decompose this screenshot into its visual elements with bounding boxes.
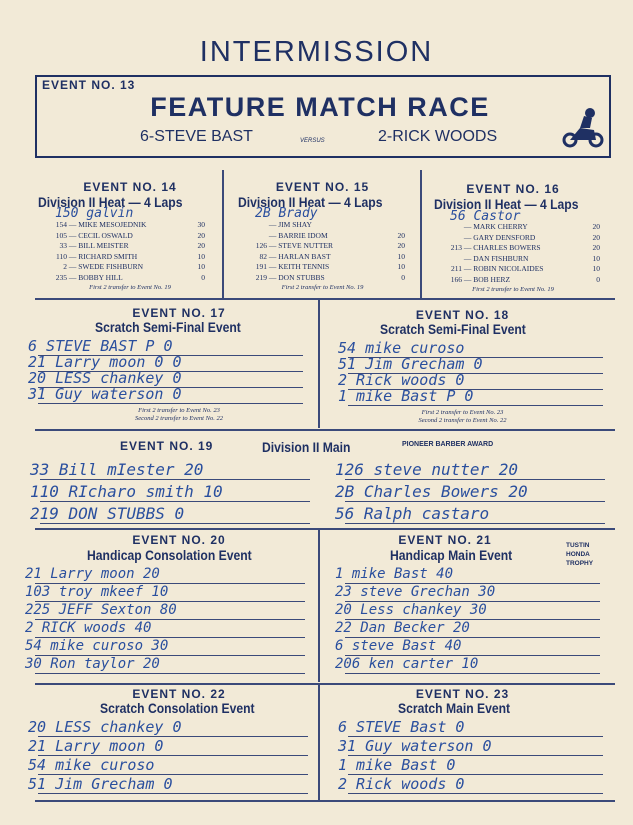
handwritten-entry: 31 Guy waterson 0 xyxy=(338,737,492,755)
handwritten-entry: 20 LESS chankey 0 xyxy=(28,369,182,387)
handwritten-entry: 54 mike curoso xyxy=(338,339,465,357)
heat-entry: — DAN FISHBURN 10 xyxy=(462,253,600,263)
event-14-label: EVENT NO. 14 xyxy=(83,180,177,194)
handwritten-entry: 126 steve nutter 20 xyxy=(335,460,519,479)
handwritten-entry: 51 Jim Grecham 0 xyxy=(338,355,483,373)
handwritten-entry: 2B Charles Bowers 20 xyxy=(335,482,528,501)
handwritten-entry: 56 Ralph castaro xyxy=(335,504,490,523)
handwritten-entry: 20 LESS chankey 0 xyxy=(28,718,182,736)
heat-entry: 219 — DON STUBBS 0 xyxy=(255,272,405,282)
heat-entry: 82 — HARLAN BAST 10 xyxy=(259,251,405,261)
feature-rider-left: 6-STEVE BAST xyxy=(140,128,253,145)
event-21-trophy: TUSTIN HONDA TROPHY xyxy=(566,542,594,567)
event-15-handwritten: 2B Brady xyxy=(255,206,318,221)
feature-event-label: EVENT NO. 13 xyxy=(42,78,136,92)
handwritten-entry: 110 RIcharo smith 10 xyxy=(30,482,223,501)
heat-entry: 33 — BILL MEISTER 20 xyxy=(59,241,205,250)
handwritten-entry: 33 Bill mIester 20 xyxy=(30,460,204,479)
event-18-note-1: First 2 transfer to Event No. 23 xyxy=(421,409,504,416)
handwritten-entry: 1 mike Bast 0 xyxy=(338,756,456,774)
page-title: INTERMISSION xyxy=(199,36,434,68)
heat-entry: 110 — RICHARD SMITH 10 xyxy=(56,251,205,261)
handwritten-entry: 21 Larry moon 0 0 xyxy=(28,353,182,371)
feature-title: FEATURE MATCH RACE xyxy=(150,92,490,122)
handwritten-entry: 219 DON STUBBS 0 xyxy=(30,504,185,523)
event-14-handwritten: 150 galvin xyxy=(55,206,134,221)
event-16-title: Division II Heat — 4 Laps xyxy=(434,197,579,212)
event-15-note: First 2 transfer to Event No. 19 xyxy=(281,284,364,291)
event-15-title: Division II Heat — 4 Laps xyxy=(238,195,383,210)
event-17-note-1: First 2 transfer to Event No. 23 xyxy=(138,407,220,414)
handwritten-entry: 54 mike curoso 30 xyxy=(25,638,169,654)
handwritten-entry: 22 Dan Becker 20 xyxy=(335,620,470,636)
handwritten-entry: 6 STEVE Bast 0 xyxy=(338,718,465,736)
handwritten-entry: 1 mike Bast 40 xyxy=(335,566,454,582)
handwritten-entry: 23 steve Grechan 30 xyxy=(335,584,496,600)
heat-entry: 235 — BOBBY HILL 0 xyxy=(55,272,205,282)
handwritten-entry: 51 Jim Grecham 0 xyxy=(28,775,173,793)
handwritten-entry: 225 JEFF Sexton 80 xyxy=(25,602,177,618)
heat-entry: 166 — BOB HERZ 0 xyxy=(450,274,600,284)
event-17-note-2: Second 2 transfer to Event No. 22 xyxy=(135,415,223,422)
heat-entry: 105 — CECIL OSWALD 20 xyxy=(55,230,205,240)
heat-entry: 154 — MIKE MESOJEDNIK 30 xyxy=(55,220,205,229)
event-14-title: Division II Heat — 4 Laps xyxy=(38,195,183,210)
handwritten-entry: 2 Rick woods 0 xyxy=(338,775,465,793)
event-17-label: EVENT NO. 17 xyxy=(132,306,226,320)
event-18-title: Scratch Semi-Final Event xyxy=(380,322,526,337)
event-15-label: EVENT NO. 15 xyxy=(275,180,370,194)
handwritten-entry: 6 STEVE BAST P 0 xyxy=(28,337,173,355)
event-14-note: First 2 transfer to Event No. 19 xyxy=(89,284,171,291)
event-21-title: Handicap Main Event xyxy=(390,548,513,563)
heat-entry: — BARRIE IDOM 20 xyxy=(267,230,405,240)
feature-versus: VERSUS xyxy=(300,138,325,144)
heat-entry: 211 — ROBIN NICOLAIDES 10 xyxy=(451,264,600,273)
feature-rider-right: 2-RICK WOODS xyxy=(378,128,498,145)
event-22-label: EVENT NO. 22 xyxy=(132,687,226,701)
heat-entry: 2 — SWEDE FISHBURN 10 xyxy=(63,262,205,271)
event-19-award: PIONEER BARBER AWARD xyxy=(402,441,494,448)
heat-entry: — MARK CHERRY 20 xyxy=(462,222,600,231)
event-23-title: Scratch Main Event xyxy=(398,701,511,716)
motorcycle-rider-icon xyxy=(560,106,605,148)
event-21-label: EVENT NO. 21 xyxy=(398,533,492,547)
event-16-handwritten: 56 Castor xyxy=(450,209,521,224)
heat-entry: — JIM SHAY xyxy=(267,220,312,229)
heat-entry: 191 — KEITH TENNIS 10 xyxy=(255,262,405,271)
handwritten-entry: 2 Rick woods 0 xyxy=(338,371,465,389)
handwritten-entry: 6 steve Bast 40 xyxy=(335,638,462,654)
handwritten-entry: 31 Guy waterson 0 xyxy=(28,385,182,403)
event-17-title: Scratch Semi-Final Event xyxy=(95,320,241,335)
handwritten-entry: 1 mike Bast P 0 xyxy=(338,387,474,405)
event-20-title: Handicap Consolation Event xyxy=(87,548,252,563)
event-19-label: EVENT NO. 19 xyxy=(120,439,214,453)
handwritten-entry: 30 Ron taylor 20 xyxy=(25,656,160,672)
heat-entry: — GARY DENSFORD 20 xyxy=(462,232,600,242)
handwritten-entry: 20 Less chankey 30 xyxy=(335,602,487,618)
heat-entry: 126 — STEVE NUTTER 20 xyxy=(255,241,405,250)
event-22-title: Scratch Consolation Event xyxy=(100,701,255,716)
event-18-label: EVENT NO. 18 xyxy=(415,308,510,322)
event-20-label: EVENT NO. 20 xyxy=(132,533,226,547)
handwritten-entry: 54 mike curoso xyxy=(28,756,155,774)
event-18-note-2: Second 2 transfer to Event No. 22 xyxy=(418,417,507,424)
handwritten-entry: 21 Larry moon 20 xyxy=(25,566,160,582)
handwritten-entry: 2 RICK woods 40 xyxy=(25,620,152,636)
event-23-label: EVENT NO. 23 xyxy=(415,687,510,701)
handwritten-entry: 21 Larry moon 0 xyxy=(28,737,164,755)
heat-entry: 213 — CHARLES BOWERS 20 xyxy=(450,243,600,252)
event-16-note: First 2 transfer to Event No. 19 xyxy=(472,286,554,293)
event-19-title: Division II Main xyxy=(262,440,351,455)
handwritten-entry: 206 ken carter 10 xyxy=(335,656,479,672)
handwritten-entry: 103 troy mkeef 10 xyxy=(25,584,169,600)
event-16-label: EVENT NO. 16 xyxy=(466,182,560,196)
